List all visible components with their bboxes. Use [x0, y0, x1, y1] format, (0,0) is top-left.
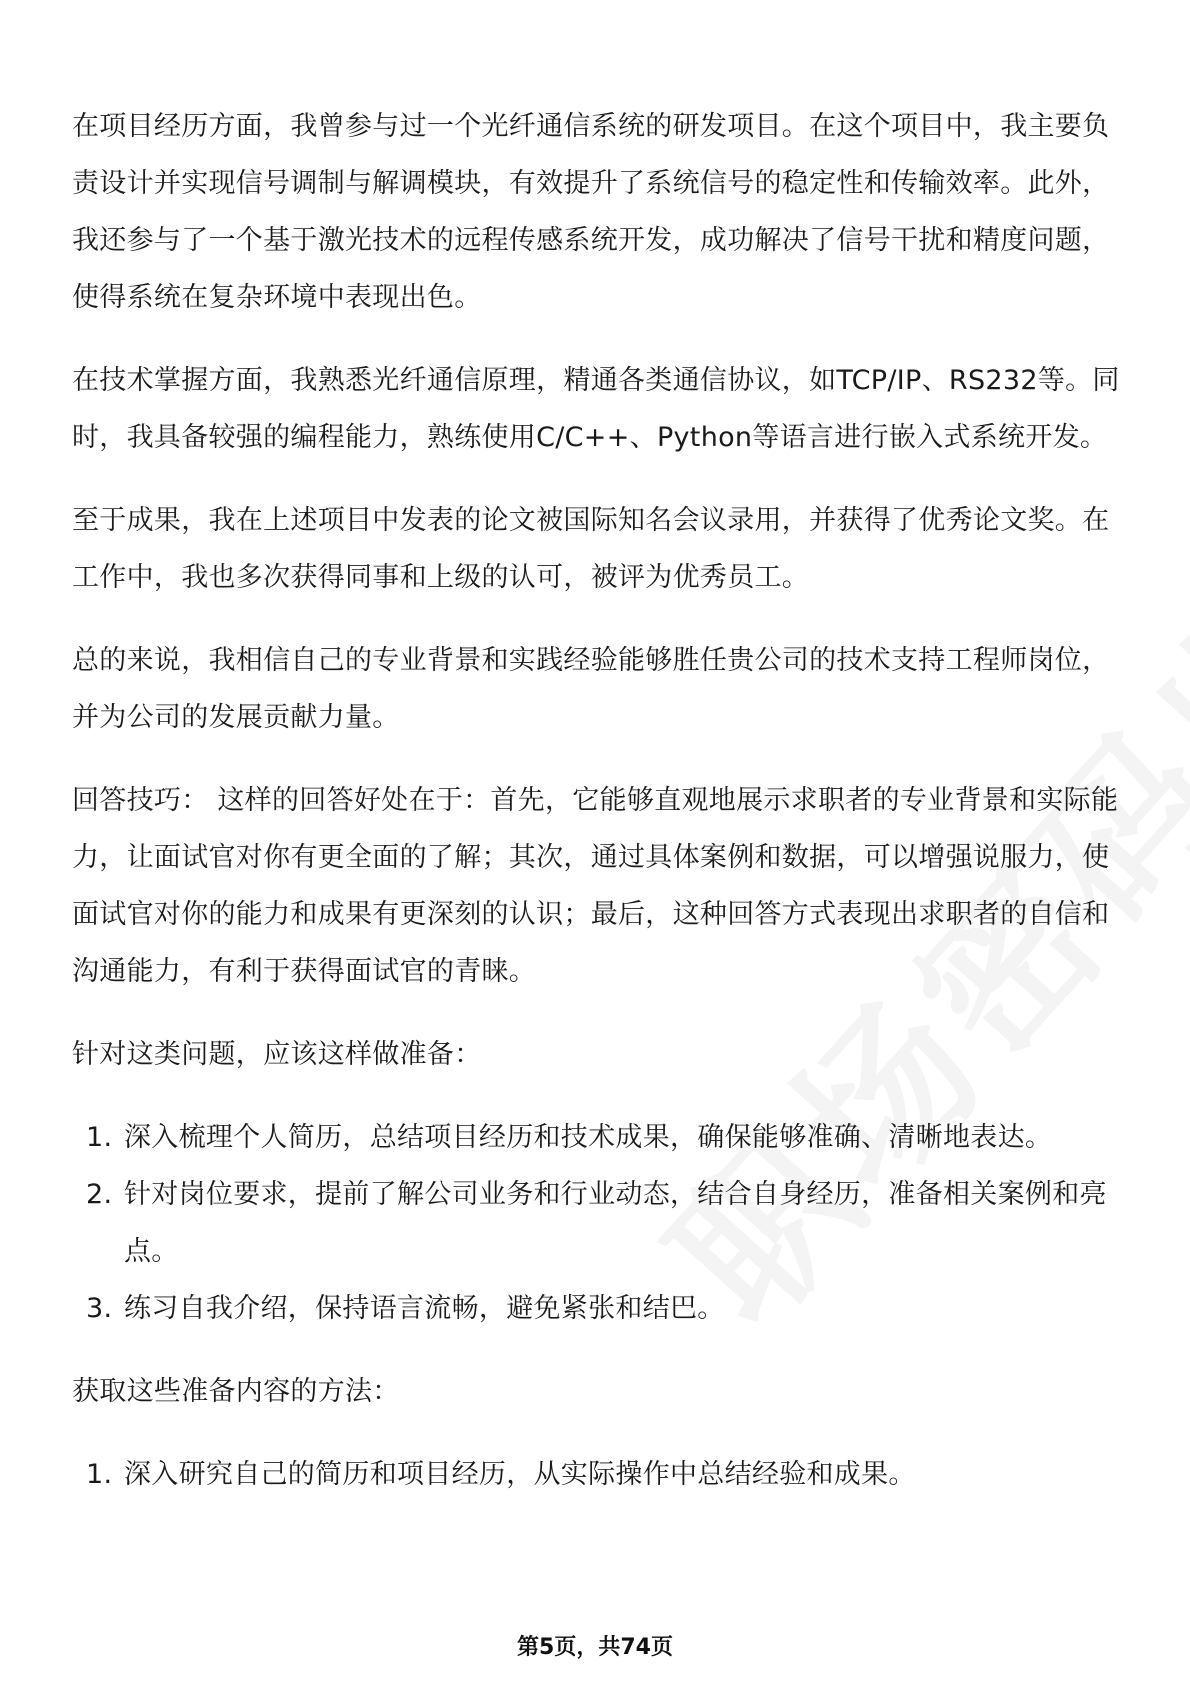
paragraph-prep-heading: 针对这类问题，应该这样做准备： — [72, 1039, 482, 1070]
list-item — [72, 1446, 1122, 1503]
list-item — [72, 1109, 1122, 1166]
list-number: 3. — [86, 1293, 113, 1324]
document-body — [72, 98, 1122, 1529]
list-item-text: 针对岗位要求，提前了解公司业务和行业动态，结合自身经历，准备相关案例和亮点。 — [124, 1179, 1107, 1267]
list-item-text: 深入梳理个人简历，总结项目经历和技术成果，确保能够准确、清晰地表达。 — [124, 1122, 1053, 1153]
list-item — [72, 1280, 1122, 1337]
list-item-text: 深入研究自己的简历和项目经历，从实际操作中总结经验和成果。 — [124, 1459, 916, 1490]
list-number: 2. — [86, 1179, 113, 1210]
list-number: 1. — [86, 1122, 113, 1153]
list-item-text: 练习自我介绍，保持语言流畅，避免紧张和结巴。 — [124, 1293, 725, 1324]
page-number-footer: 第5页，共74页 — [517, 1635, 673, 1660]
list-item — [72, 1166, 1122, 1280]
paragraph-achievements: 至于成果，我在上述项目中发表的论文被国际知名会议录用，并获得了优秀论文奖。在工作中，我也多次获得同事和上级的认可，被评为优秀员工。 — [72, 505, 1110, 593]
list-number: 1. — [86, 1459, 113, 1490]
paragraph-answer-tips: 回答技巧： 这样的回答好处在于：首先，它能够直观地展示求职者的专业背景和实际能力，让面试官对你有更全面的了解；其次，通过具体案例和数据，可以增强说服力，使面试官对你的能力和成果有更深刻的认识；最后，这种回答方式表现出求职者的自信和沟通能力，有利于获得面试官的青睐。 — [72, 785, 1119, 987]
methods-list — [72, 1446, 1122, 1503]
paragraph-project-experience: 在项目经历方面，我曾参与过一个光纤通信系统的研发项目。在这个项目中，我主要负责设计并实现信号调制与解调模块，有效提升了系统信号的稳定性和传输效率。此外，我还参与了一个基于激光技术的远程传感系统开发，成功解决了信号干扰和精度问题，使得系统在复杂环境中表现出色。 — [72, 111, 1110, 313]
paragraph-technical-skills: 在技术掌握方面，我熟悉光纤通信原理，精通各类通信协议，如TCP/IP、RS232等。同时，我具备较强的编程能力，熟练使用C/C++、Python等语言进行嵌入式系统开发。 — [72, 365, 1120, 453]
paragraph-summary: 总的来说，我相信自己的专业背景和实践经验能够胜任贵公司的技术支持工程师岗位，并为公司的发展贡献力量。 — [72, 645, 1110, 733]
paragraph-methods-heading: 获取这些准备内容的方法： — [72, 1376, 400, 1407]
prep-list — [72, 1109, 1122, 1337]
